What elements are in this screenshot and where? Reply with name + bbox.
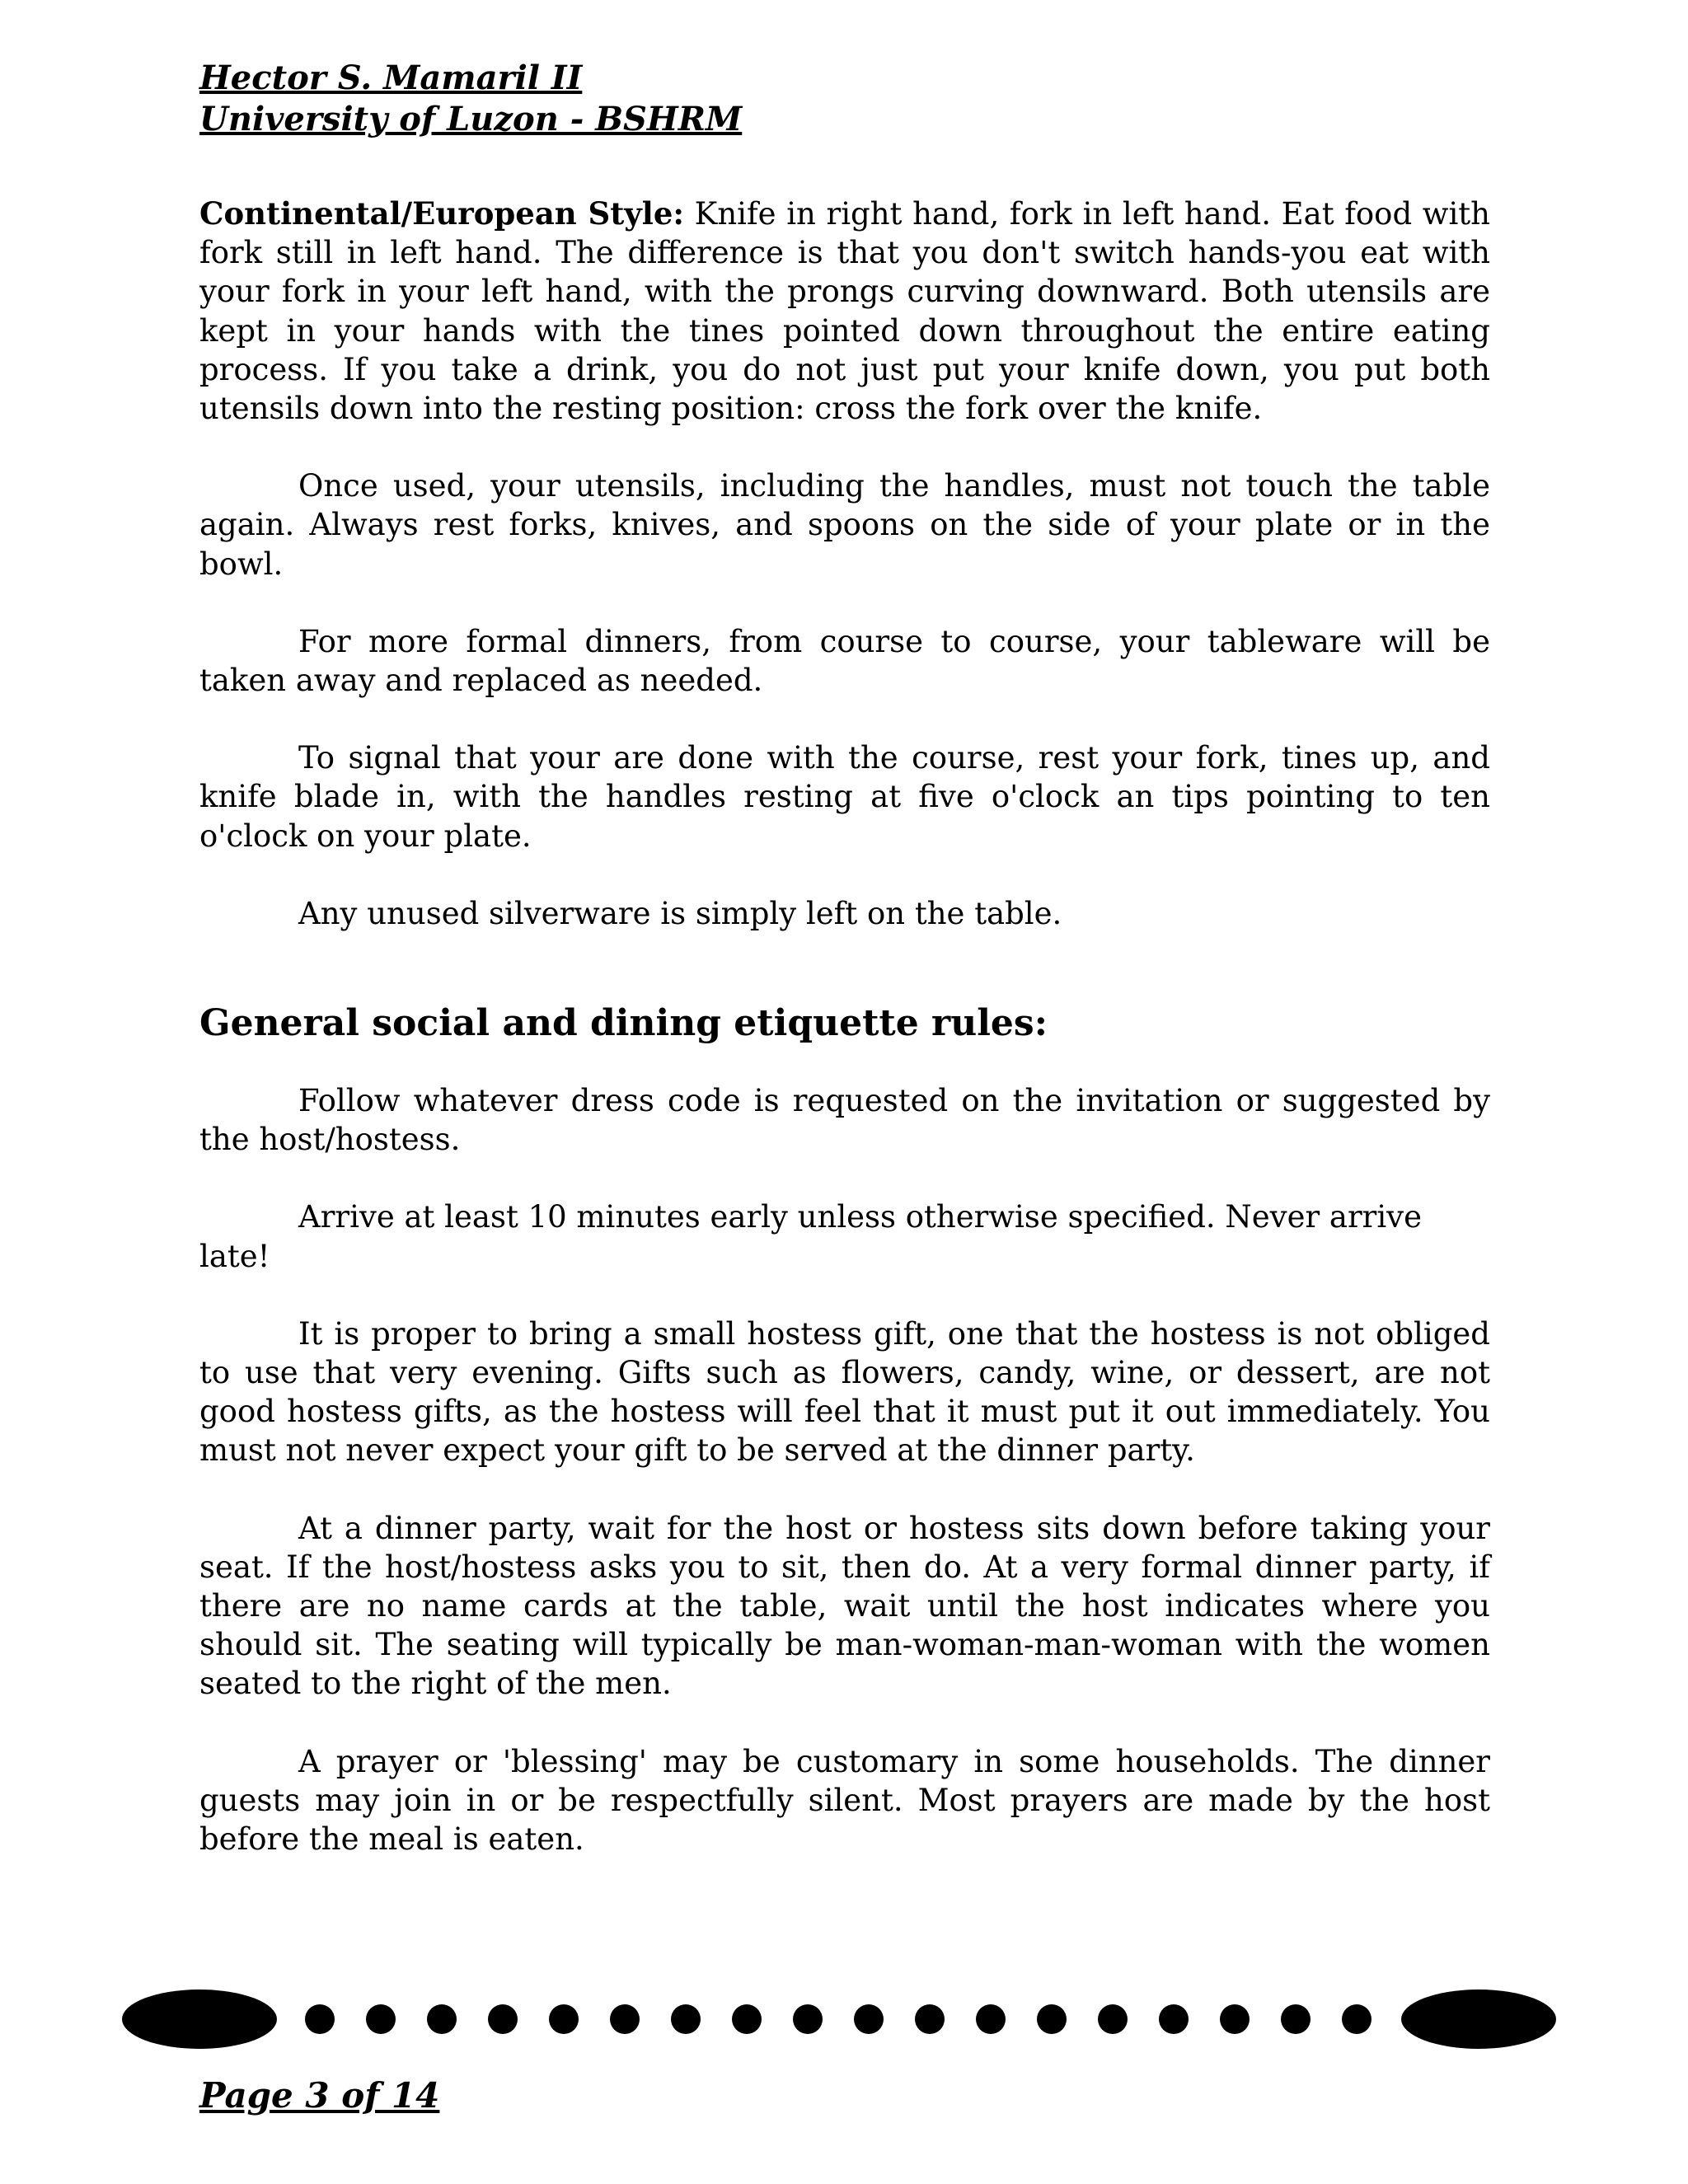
- dotted-divider: [122, 1986, 1556, 2052]
- section-heading: General social and dining etiquette rules:: [199, 1002, 1048, 1045]
- page-number: Page 3 of 14: [199, 2075, 440, 2116]
- divider-dots: [305, 2004, 1432, 2034]
- paragraph-formal-dinners: For more formal dinners, from course to course, your tableware will be taken away and replaced as needed.: [199, 623, 1490, 699]
- author-name: Hector S. Mamaril II: [199, 59, 583, 97]
- divider-right-oval: [1401, 1990, 1556, 2049]
- continental-style-paragraph: [199, 194, 1490, 428]
- paragraph-hostess-gift: It is proper to bring a small hostess gift, one that the hostess is not obliged to use that very evening. Gifts such as flowers, candy, wine, or dessert, are not good hostess gifts, as the hostess will feel that it must put it out immediately. You must not never expect your gift to be served at the dinner party.: [199, 1315, 1490, 1469]
- paragraph-arrive-early: Arrive at least 10 minutes early unless otherwise specified. Never arrive late!: [199, 1199, 1422, 1274]
- paragraph-prayer: A prayer or 'blessing' may be customary in some households. The dinner guests may join in or be respectfully silent. Most prayers are made by the host before the meal is eaten.: [199, 1743, 1490, 1858]
- document-page: [199, 58, 1490, 1858]
- divider-left-oval: [122, 1990, 277, 2049]
- paragraph-done-signal: To signal that your are done with the course, rest your fork, tines up, and knife blade in, with the handles resting at five o'clock an tips pointing to ten o'clock on your plate.: [199, 740, 1490, 854]
- continental-style-label: Continental/European Style:: [199, 195, 685, 232]
- affiliation: University of Luzon - BSHRM: [199, 100, 743, 138]
- paragraph-dress-code: Follow whatever dress code is requested on the invitation or suggested by the host/hostess.: [199, 1083, 1490, 1158]
- continental-style-text: Knife in right hand, fork in left hand. Eat food with fork still in left hand. The difference is that you don't switch hands-you eat with your fork in your left hand, with the prongs curving downward. Both utensils are kept in your hands with the tines pointed down throughout the entire eating process. If you take a drink, you do not just put your knife down, you put both utensils down into the resting position: cross the fork over the knife.: [199, 196, 1490, 427]
- paragraph-utensils-rest: Once used, your utensils, including the handles, must not touch the table again. Always rest forks, knives, and spoons on the side of your plate or in the bowl.: [199, 468, 1490, 582]
- paragraph-seating: At a dinner party, wait for the host or hostess sits down before taking your seat. If the host/hostess asks you to sit, then do. At a very formal dinner party, if there are no name cards at the table, wait until the host indicates where you should sit. The seating will typically be man-woman-man-woman with the women seated to the right of the men.: [199, 1510, 1490, 1702]
- paragraph-unused-silverware: Any unused silverware is simply left on the table.: [298, 895, 1062, 931]
